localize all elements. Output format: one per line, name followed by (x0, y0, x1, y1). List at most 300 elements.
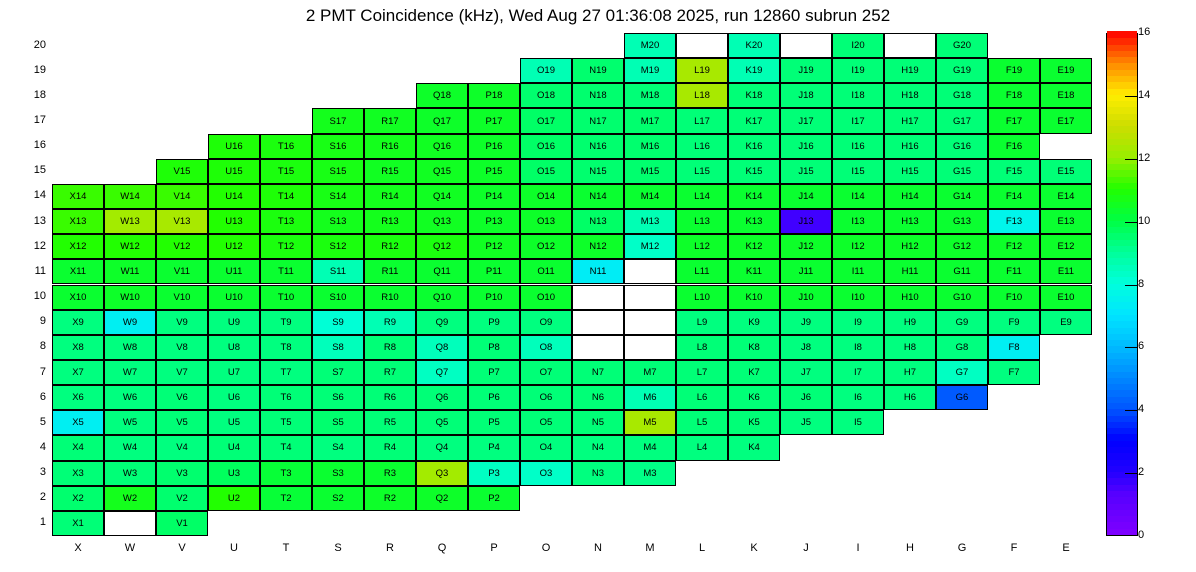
heatmap-cell: P14 (468, 184, 520, 209)
colorbar-segment (1107, 383, 1137, 390)
colorbar-segment (1107, 490, 1137, 497)
x-axis-tick-label: N (594, 542, 602, 554)
heatmap-cell: R5 (364, 410, 416, 435)
colorbar-segment (1107, 232, 1137, 239)
heatmap-cell: U13 (208, 209, 260, 234)
colorbar-segment (1107, 496, 1137, 503)
heatmap-cell: H15 (884, 159, 936, 184)
x-axis-tick-label: H (906, 542, 914, 554)
heatmap-cell: O5 (520, 410, 572, 435)
heatmap-cell: R8 (364, 335, 416, 360)
heatmap-cell: I17 (832, 108, 884, 133)
heatmap-cell: V10 (156, 285, 208, 310)
colorbar-segment (1107, 446, 1137, 453)
heatmap-cell: N6 (572, 385, 624, 410)
colorbar-tick-mark (1125, 96, 1137, 97)
colorbar-segment (1107, 389, 1137, 396)
heatmap-cell: R16 (364, 134, 416, 159)
heatmap-cell-empty (624, 335, 676, 360)
heatmap-cell: L8 (676, 335, 728, 360)
colorbar-segment (1107, 188, 1137, 195)
heatmap-cell: Q7 (416, 360, 468, 385)
heatmap-cell: F7 (988, 360, 1040, 385)
heatmap-cell: H18 (884, 83, 936, 108)
heatmap-cell: K14 (728, 184, 780, 209)
heatmap-cell: O10 (520, 285, 572, 310)
heatmap-cell: V6 (156, 385, 208, 410)
heatmap-cell: W3 (104, 461, 156, 486)
heatmap-cell: W14 (104, 184, 156, 209)
colorbar-segment (1107, 295, 1137, 302)
colorbar-segment (1107, 352, 1137, 359)
y-axis-tick-label: 15 (33, 164, 46, 177)
heatmap-cell: J9 (780, 310, 832, 335)
colorbar-segment (1107, 440, 1137, 447)
heatmap-cell: I9 (832, 310, 884, 335)
colorbar-tick-label: 10 (1138, 214, 1151, 227)
heatmap-cell: W8 (104, 335, 156, 360)
heatmap-cell: L9 (676, 310, 728, 335)
colorbar-segment (1107, 239, 1137, 246)
colorbar-segment (1107, 477, 1137, 484)
x-axis-tick-label: P (490, 542, 498, 554)
heatmap-cell: O13 (520, 209, 572, 234)
colorbar-segment (1107, 150, 1137, 157)
heatmap-cell: X5 (52, 410, 104, 435)
heatmap-cell: G16 (936, 134, 988, 159)
x-axis-tick-label: T (282, 542, 290, 554)
x-axis-tick-label: U (230, 542, 238, 554)
colorbar-segment (1107, 515, 1137, 522)
heatmap-cell: J10 (780, 285, 832, 310)
heatmap-cell: R13 (364, 209, 416, 234)
heatmap-cell: I15 (832, 159, 884, 184)
heatmap-cell: I12 (832, 234, 884, 259)
heatmap-cell: E19 (1040, 58, 1092, 83)
colorbar-segment (1107, 213, 1137, 220)
x-axis-tick-label: L (698, 542, 706, 554)
heatmap-cell: X2 (52, 486, 104, 511)
heatmap-cell: T3 (260, 461, 312, 486)
colorbar-tick-mark (1125, 473, 1137, 474)
heatmap-cell: F19 (988, 58, 1040, 83)
y-axis-tick-label: 20 (33, 38, 46, 51)
heatmap-cell: H16 (884, 134, 936, 159)
x-axis-tick-label: G (957, 542, 967, 554)
heatmap-plot (52, 33, 1092, 536)
colorbar-tick-label: 8 (1138, 277, 1145, 290)
heatmap-cell: U15 (208, 159, 260, 184)
heatmap-cell: J19 (780, 58, 832, 83)
heatmap-cell: I16 (832, 134, 884, 159)
heatmap-cell: V1 (156, 511, 208, 536)
heatmap-cell: N17 (572, 108, 624, 133)
colorbar-segment (1107, 421, 1137, 428)
heatmap-cell: E12 (1040, 234, 1092, 259)
heatmap-cell-empty (884, 33, 936, 58)
heatmap-cell: P3 (468, 461, 520, 486)
heatmap-cell-empty (104, 511, 156, 536)
heatmap-cell: R3 (364, 461, 416, 486)
heatmap-cell: O14 (520, 184, 572, 209)
heatmap-cell: Q11 (416, 259, 468, 284)
heatmap-cell: S12 (312, 234, 364, 259)
y-axis-tick-label: 10 (33, 290, 46, 303)
y-axis-tick-label: 13 (33, 214, 46, 227)
heatmap-cell: L17 (676, 108, 728, 133)
heatmap-cell: O7 (520, 360, 572, 385)
heatmap-cell: O11 (520, 259, 572, 284)
heatmap-cell: M19 (624, 58, 676, 83)
colorbar-segment (1107, 44, 1137, 51)
heatmap-cell: M6 (624, 385, 676, 410)
colorbar-segment (1107, 276, 1137, 283)
x-axis-tick-label: R (386, 542, 394, 554)
heatmap-cell: U4 (208, 435, 260, 460)
colorbar-segment (1107, 37, 1137, 44)
heatmap-cell: M17 (624, 108, 676, 133)
heatmap-cell: S3 (312, 461, 364, 486)
heatmap-cell: M3 (624, 461, 676, 486)
colorbar-segment (1107, 226, 1137, 233)
heatmap-cell: K20 (728, 33, 780, 58)
heatmap-cell: R4 (364, 435, 416, 460)
heatmap-cell: L5 (676, 410, 728, 435)
colorbar-segment (1107, 201, 1137, 208)
heatmap-cell: S11 (312, 259, 364, 284)
heatmap-cell: I14 (832, 184, 884, 209)
heatmap-cell: N7 (572, 360, 624, 385)
heatmap-cell: W11 (104, 259, 156, 284)
colorbar-segment (1107, 459, 1137, 466)
heatmap-cell: W13 (104, 209, 156, 234)
heatmap-cell: X12 (52, 234, 104, 259)
heatmap-cell: U16 (208, 134, 260, 159)
heatmap-cell: K11 (728, 259, 780, 284)
colorbar-tick-label: 0 (1138, 529, 1145, 541)
colorbar-segment (1107, 427, 1137, 434)
heatmap-cell: U10 (208, 285, 260, 310)
heatmap-cell: X8 (52, 335, 104, 360)
heatmap-cell: M20 (624, 33, 676, 58)
colorbar-segment (1107, 396, 1137, 403)
heatmap-cell: M16 (624, 134, 676, 159)
colorbar-segment (1107, 509, 1137, 516)
heatmap-cell: H11 (884, 259, 936, 284)
heatmap-cell: E11 (1040, 259, 1092, 284)
heatmap-cell: H13 (884, 209, 936, 234)
heatmap-cell: I18 (832, 83, 884, 108)
x-axis-tick-label: Q (437, 542, 447, 554)
heatmap-cell: N19 (572, 58, 624, 83)
heatmap-cell: N16 (572, 134, 624, 159)
heatmap-cell: O16 (520, 134, 572, 159)
heatmap-cell: G19 (936, 58, 988, 83)
x-axis-tick-label: O (541, 542, 551, 554)
colorbar-tick-label: 4 (1138, 403, 1145, 416)
heatmap-cell: Q12 (416, 234, 468, 259)
heatmap-cell: K9 (728, 310, 780, 335)
colorbar-tick-mark (1125, 285, 1137, 286)
colorbar-segment (1107, 358, 1137, 365)
heatmap-cell: I6 (832, 385, 884, 410)
heatmap-cell: J12 (780, 234, 832, 259)
colorbar-segment (1107, 100, 1137, 107)
heatmap-cell: X10 (52, 285, 104, 310)
heatmap-cell: P9 (468, 310, 520, 335)
heatmap-cell: U3 (208, 461, 260, 486)
heatmap-cell: K15 (728, 159, 780, 184)
colorbar-tick-label: 6 (1138, 340, 1145, 353)
heatmap-cell: K10 (728, 285, 780, 310)
heatmap-cell: L14 (676, 184, 728, 209)
heatmap-cell: K13 (728, 209, 780, 234)
heatmap-cell: S4 (312, 435, 364, 460)
heatmap-cell: O17 (520, 108, 572, 133)
heatmap-cell: Q9 (416, 310, 468, 335)
heatmap-cell-empty (572, 335, 624, 360)
heatmap-cell: N3 (572, 461, 624, 486)
colorbar-segment (1107, 301, 1137, 308)
heatmap-cell: F17 (988, 108, 1040, 133)
heatmap-cell: I10 (832, 285, 884, 310)
heatmap-cell: U12 (208, 234, 260, 259)
heatmap-cell: V2 (156, 486, 208, 511)
colorbar-segment (1107, 163, 1137, 170)
heatmap-cell-empty (780, 33, 832, 58)
heatmap-cell: W2 (104, 486, 156, 511)
heatmap-cell: T16 (260, 134, 312, 159)
colorbar-segment (1107, 415, 1137, 422)
heatmap-cell: F16 (988, 134, 1040, 159)
heatmap-cell: X1 (52, 511, 104, 536)
heatmap-cell: G13 (936, 209, 988, 234)
heatmap-cell: E14 (1040, 184, 1092, 209)
heatmap-cell: J8 (780, 335, 832, 360)
heatmap-cell: P7 (468, 360, 520, 385)
heatmap-cell: X3 (52, 461, 104, 486)
colorbar-segment (1107, 207, 1137, 214)
heatmap-cell: G20 (936, 33, 988, 58)
heatmap-cell: N12 (572, 234, 624, 259)
colorbar-segment (1107, 433, 1137, 440)
heatmap-cell: E15 (1040, 159, 1092, 184)
colorbar-segment (1107, 339, 1137, 346)
y-axis-tick-label: 11 (34, 264, 46, 277)
heatmap-cell: N13 (572, 209, 624, 234)
heatmap-cell: X9 (52, 310, 104, 335)
colorbar-tick-label: 2 (1138, 466, 1145, 479)
heatmap-cell: P15 (468, 159, 520, 184)
colorbar-segment (1107, 62, 1137, 69)
heatmap-cell: U9 (208, 310, 260, 335)
heatmap-cell: P13 (468, 209, 520, 234)
heatmap-cell: X14 (52, 184, 104, 209)
heatmap-cell: H14 (884, 184, 936, 209)
heatmap-cell: Q8 (416, 335, 468, 360)
heatmap-cell: R17 (364, 108, 416, 133)
heatmap-cell: Q14 (416, 184, 468, 209)
heatmap-cell: U2 (208, 486, 260, 511)
colorbar-segment (1107, 264, 1137, 271)
heatmap-cell: L19 (676, 58, 728, 83)
heatmap-cell: S15 (312, 159, 364, 184)
heatmap-cell: T8 (260, 335, 312, 360)
colorbar-tick-label: 16 (1138, 26, 1151, 38)
y-axis-tick-label: 3 (39, 466, 46, 479)
heatmap-cell: R10 (364, 285, 416, 310)
heatmap-cell: H7 (884, 360, 936, 385)
heatmap-cell: H6 (884, 385, 936, 410)
heatmap-cell-empty (572, 310, 624, 335)
heatmap-cell: G8 (936, 335, 988, 360)
heatmap-cell: P6 (468, 385, 520, 410)
colorbar-tick-label: 12 (1138, 151, 1151, 164)
colorbar-segment (1107, 257, 1137, 264)
heatmap-cell: E13 (1040, 209, 1092, 234)
heatmap-cell: G10 (936, 285, 988, 310)
heatmap-cell: U14 (208, 184, 260, 209)
heatmap-cell: P18 (468, 83, 520, 108)
colorbar-tick-mark (1125, 159, 1137, 160)
heatmap-cell: F18 (988, 83, 1040, 108)
heatmap-cell: N18 (572, 83, 624, 108)
heatmap-cell-empty (572, 285, 624, 310)
heatmap-cell: V9 (156, 310, 208, 335)
heatmap-cell: H8 (884, 335, 936, 360)
heatmap-cell: K7 (728, 360, 780, 385)
heatmap-cell: M14 (624, 184, 676, 209)
heatmap-cell: I8 (832, 335, 884, 360)
heatmap-cell: P11 (468, 259, 520, 284)
heatmap-cell: K6 (728, 385, 780, 410)
colorbar-segment (1107, 245, 1137, 252)
heatmap-cell: K12 (728, 234, 780, 259)
colorbar-segment (1107, 327, 1137, 334)
heatmap-cell: P5 (468, 410, 520, 435)
colorbar-segment (1107, 251, 1137, 258)
heatmap-cell: U11 (208, 259, 260, 284)
colorbar-segment (1107, 144, 1137, 151)
heatmap-cell: O12 (520, 234, 572, 259)
heatmap-cell: I7 (832, 360, 884, 385)
heatmap-cell: I20 (832, 33, 884, 58)
colorbar-segment (1107, 289, 1137, 296)
heatmap-cell: Q18 (416, 83, 468, 108)
y-axis-tick-label: 6 (39, 390, 46, 403)
heatmap-cell: J5 (780, 410, 832, 435)
heatmap-cell: H17 (884, 108, 936, 133)
colorbar-tick-label: 14 (1138, 88, 1151, 101)
heatmap-cell: V14 (156, 184, 208, 209)
heatmap-cell: P16 (468, 134, 520, 159)
heatmap-cell-empty (624, 285, 676, 310)
heatmap-cell: L4 (676, 435, 728, 460)
heatmap-cell: S2 (312, 486, 364, 511)
heatmap-cell: O4 (520, 435, 572, 460)
colorbar-segment (1107, 56, 1137, 63)
heatmap-cell: F12 (988, 234, 1040, 259)
heatmap-cell: S6 (312, 385, 364, 410)
heatmap-cell: G9 (936, 310, 988, 335)
heatmap-cell: U8 (208, 335, 260, 360)
heatmap-cell: R11 (364, 259, 416, 284)
heatmap-cell: J11 (780, 259, 832, 284)
colorbar-tick-mark (1125, 410, 1137, 411)
colorbar-segment (1107, 81, 1137, 88)
heatmap-cell: Q10 (416, 285, 468, 310)
heatmap-cell: L11 (676, 259, 728, 284)
y-axis-tick-label: 5 (39, 415, 46, 428)
heatmap-cell: Q16 (416, 134, 468, 159)
heatmap-cell: M7 (624, 360, 676, 385)
y-axis-tick-label: 7 (39, 365, 46, 378)
heatmap-cell: R15 (364, 159, 416, 184)
colorbar-segment (1107, 320, 1137, 327)
x-axis-tick-label: J (803, 542, 809, 554)
heatmap-cell: U5 (208, 410, 260, 435)
heatmap-cell: R2 (364, 486, 416, 511)
heatmap-cell: O8 (520, 335, 572, 360)
heatmap-cell: T11 (260, 259, 312, 284)
heatmap-cell: N5 (572, 410, 624, 435)
x-axis-tick-label: S (334, 542, 342, 554)
heatmap-cell: L7 (676, 360, 728, 385)
heatmap-cell: O9 (520, 310, 572, 335)
heatmap-cell: V3 (156, 461, 208, 486)
heatmap-cell: X4 (52, 435, 104, 460)
heatmap-cell-empty (676, 33, 728, 58)
x-axis-tick-label: F (1010, 542, 1018, 554)
heatmap-cell: W4 (104, 435, 156, 460)
heatmap-cell: E9 (1040, 310, 1092, 335)
colorbar-segment (1107, 69, 1137, 76)
heatmap-cell: P4 (468, 435, 520, 460)
heatmap-cell: V11 (156, 259, 208, 284)
heatmap-cell: S16 (312, 134, 364, 159)
heatmap-cell: M12 (624, 234, 676, 259)
x-axis-tick-label: I (856, 542, 860, 554)
heatmap-cell: J13 (780, 209, 832, 234)
heatmap-cell: S8 (312, 335, 364, 360)
heatmap-cell: H12 (884, 234, 936, 259)
heatmap-cell: R14 (364, 184, 416, 209)
heatmap-cell: P10 (468, 285, 520, 310)
heatmap-cell: P8 (468, 335, 520, 360)
heatmap-cell: X7 (52, 360, 104, 385)
colorbar-segment (1107, 132, 1137, 139)
heatmap-cell: M5 (624, 410, 676, 435)
heatmap-cell: Q13 (416, 209, 468, 234)
colorbar-segment (1107, 194, 1137, 201)
colorbar-segment (1107, 138, 1137, 145)
colorbar-segment (1107, 452, 1137, 459)
heatmap-cell: K4 (728, 435, 780, 460)
heatmap-cell: Q17 (416, 108, 468, 133)
heatmap-cell: T9 (260, 310, 312, 335)
y-axis-tick-label: 19 (33, 63, 46, 76)
heatmap-cell: K17 (728, 108, 780, 133)
colorbar-segment (1107, 333, 1137, 340)
y-axis-tick-label: 2 (39, 491, 46, 504)
heatmap-cell: E10 (1040, 285, 1092, 310)
colorbar-segment (1107, 377, 1137, 384)
heatmap-cell: W10 (104, 285, 156, 310)
colorbar-segment (1107, 521, 1137, 528)
heatmap-cell: L13 (676, 209, 728, 234)
heatmap-cell: J7 (780, 360, 832, 385)
heatmap-cell: X11 (52, 259, 104, 284)
